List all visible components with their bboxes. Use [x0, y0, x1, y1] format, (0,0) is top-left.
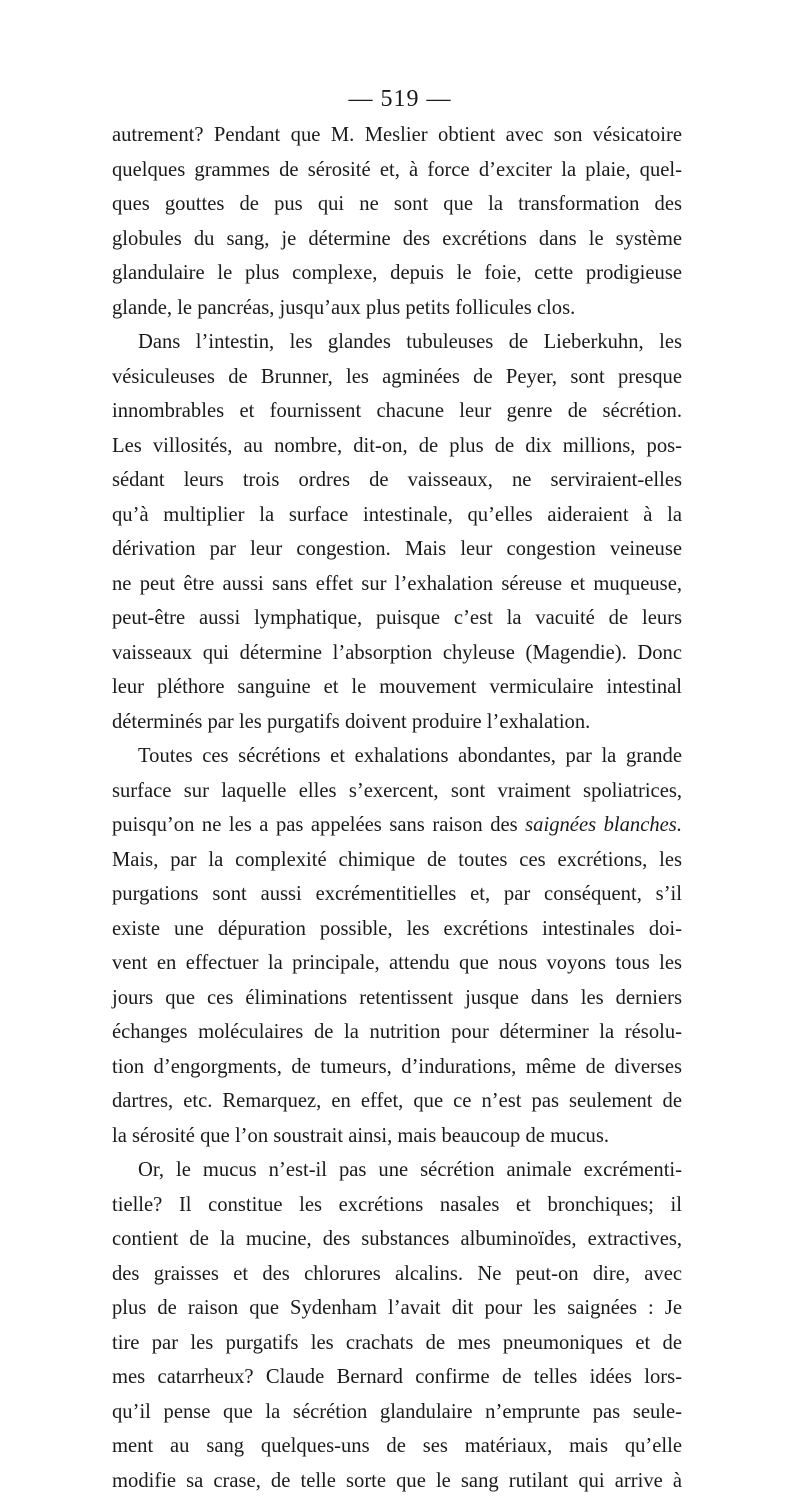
text-line — [112, 739, 682, 774]
text-line-content: vésiculeuses de Brunner, les agminées de Peyer, sont presque — [112, 366, 682, 388]
text-line — [112, 808, 682, 843]
text-line — [112, 601, 682, 636]
text-line — [112, 1429, 682, 1464]
text-line-content: quelques grammes de sérosité et, à force d’exciter la plaie, quel- — [112, 159, 682, 181]
text-line-content: tielle? Il constitue les excrétions nasales et bronchiques; il — [112, 1194, 682, 1216]
text-line-content: existe une dépuration possible, les excrétions intestinales doi- — [112, 918, 682, 940]
body-text — [112, 118, 682, 1498]
text-line — [112, 222, 682, 257]
text-line-content: des graisses et des chlorures alcalins. Ne peut-on dire, avec — [112, 1263, 682, 1285]
text-line-content: Or, le mucus n’est-il pas une sécrétion animale excrémenti- — [138, 1159, 682, 1181]
text-line — [112, 843, 682, 878]
text-line-content: globules du sang, je détermine des excrétions dans le système — [112, 228, 682, 250]
text-line-content: ques gouttes de pus qui ne sont que la transformation des — [112, 193, 682, 215]
text-line — [112, 1153, 682, 1188]
text-line-content: tire par les purgatifs les crachats de mes pneumoniques et de — [112, 1332, 682, 1354]
text-line — [112, 463, 682, 498]
text-line-content: leur pléthore sanguine et le mouvement vermiculaire intestinal — [112, 676, 682, 698]
text-line-content: jours que ces éliminations retentissent jusque dans les derniers — [112, 987, 682, 1009]
text-line-content: peut-être aussi lymphatique, puisque c’est la vacuité de leurs — [112, 607, 682, 629]
text-line-content: Dans l’intestin, les glandes tubuleuses de Lieberkuhn, les — [138, 331, 682, 353]
text-line-content: Les villosités, au nombre, dit-on, de plus de dix millions, pos- — [112, 435, 682, 457]
text-line — [112, 567, 682, 602]
text-line-content: qu’il pense que la sécrétion glandulaire n’emprunte pas seule- — [112, 1401, 682, 1423]
text-line — [112, 256, 682, 291]
text-line-content: autrement? Pendant que M. Meslier obtient avec son vésicatoire — [112, 124, 682, 146]
text-line — [112, 325, 682, 360]
text-line-content: glande, le pancréas, jusqu’aux plus petits follicules clos. — [112, 297, 575, 319]
text-line-content: surface sur laquelle elles s’exercent, sont vraiment spoliatrices, — [112, 780, 682, 802]
text-line — [112, 1222, 682, 1257]
text-line — [112, 774, 682, 809]
page-number: — 519 — — [0, 86, 800, 113]
text-line-content: plus de raison que Sydenham l’avait dit pour les saignées : Je — [112, 1297, 682, 1319]
text-line — [112, 636, 682, 671]
text-line — [112, 877, 682, 912]
text-line — [112, 1464, 682, 1498]
text-line — [112, 1050, 682, 1085]
text-line-content: Mais, par la complexité chimique de toutes ces excrétions, les — [112, 849, 682, 871]
text-line-content: déterminés par les purgatifs doivent produire l’exhalation. — [112, 711, 590, 733]
text-line-content: Toutes ces sécrétions et exhalations abondantes, par la grande — [138, 745, 682, 767]
text-line — [112, 532, 682, 567]
text-line-content: contient de la mucine, des substances albuminoïdes, extractives, — [112, 1228, 682, 1250]
text-line-content: purgations sont aussi excrémentitielles et, par conséquent, s’il — [112, 883, 682, 905]
text-line — [112, 394, 682, 429]
text-line — [112, 360, 682, 395]
text-line-content: échanges moléculaires de la nutrition pour déterminer la résolu- — [112, 1021, 682, 1043]
text-line-content: dérivation par leur congestion. Mais leur congestion veineuse — [112, 538, 682, 560]
text-line — [112, 118, 682, 153]
text-line-content: dartres, etc. Remarquez, en effet, que ce n’est pas seulement de — [112, 1090, 682, 1112]
text-line — [112, 1395, 682, 1430]
text-line-content: mes catarrheux? Claude Bernard confirme de telles idées lors- — [112, 1366, 682, 1388]
text-line-content: puisqu’on ne les a pas appelées sans raison des — [112, 814, 525, 836]
text-line — [112, 1084, 682, 1119]
text-line-content: la sérosité que l’on soustrait ainsi, mais beaucoup de mucus. — [112, 1125, 609, 1147]
text-line-content: ne peut être aussi sans effet sur l’exhalation séreuse et muqueuse, — [112, 573, 682, 595]
text-line — [112, 670, 682, 705]
text-line — [112, 153, 682, 188]
text-line-content: qu’à multiplier la surface intestinale, qu’elles aideraient à la — [112, 504, 682, 526]
text-line-content: tion d’engorgments, de tumeurs, d’indurations, même de diverses — [112, 1056, 682, 1078]
text-line-content: modifie sa crase, de telle sorte que le sang rutilant qui arrive à — [112, 1470, 682, 1492]
text-line — [112, 498, 682, 533]
text-line — [112, 981, 682, 1016]
text-line — [112, 291, 682, 326]
text-line — [112, 429, 682, 464]
text-line-content: innombrables et fournissent chacune leur genre de sécrétion. — [112, 400, 682, 422]
text-line-content: glandulaire le plus complexe, depuis le foie, cette prodigieuse — [112, 262, 682, 284]
emphasized-phrase: saignées blanches. — [525, 814, 682, 836]
text-line — [112, 1188, 682, 1223]
text-line — [112, 1291, 682, 1326]
text-line — [112, 1119, 682, 1154]
text-line — [112, 1015, 682, 1050]
text-line — [112, 912, 682, 947]
text-line-content: sédant leurs trois ordres de vaisseaux, ne serviraient-elles — [112, 469, 682, 491]
text-line-content: ment au sang quelques-uns de ses matériaux, mais qu’elle — [112, 1435, 682, 1457]
text-line — [112, 187, 682, 222]
text-line — [112, 946, 682, 981]
text-line-content: vaisseaux qui détermine l’absorption chyleuse (Magendie). Donc — [112, 642, 682, 664]
text-line — [112, 705, 682, 740]
text-line-content: vent en effectuer la principale, attendu que nous voyons tous les — [112, 952, 682, 974]
text-line — [112, 1360, 682, 1395]
text-line — [112, 1326, 682, 1361]
